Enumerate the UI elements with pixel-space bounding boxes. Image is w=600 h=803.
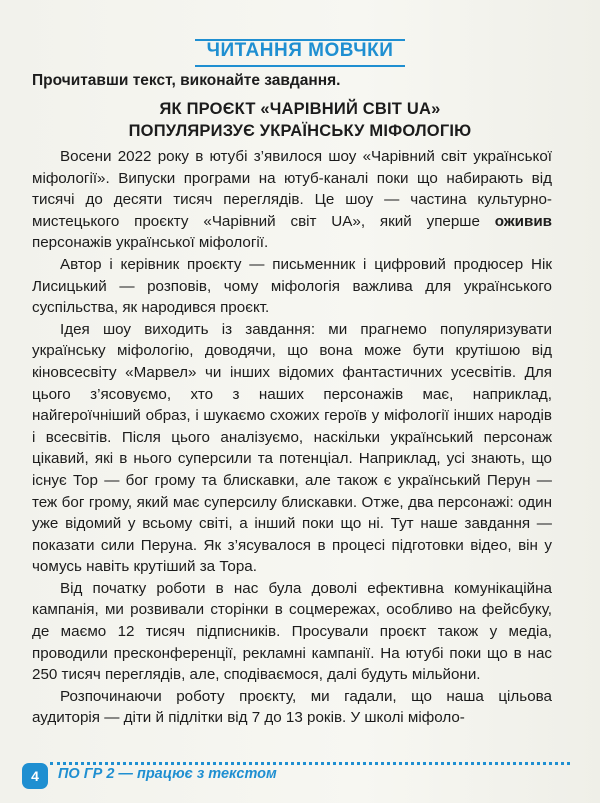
paragraph-1: Восени 2022 року в ютубі з’явилося шоу «Чарівний світ української міфології». Випуски програми на ютуб-каналі поки що набирають від тисячі до десяти тисяч переглядів. Це шоу — частина культурно-мистецького проєкту «Чарівний світ UA», який уперше оживив персонажів української міфології.: [32, 148, 552, 252]
emphasis-word: оживив: [494, 212, 552, 230]
paragraph-4: Від початку роботи в нас була доволі ефективна комунікаційна кампанія, ми розвивали сторінки в соцмережах, особливо на фейсбуку, де маємо 12 тисяч підписників. Просували проєкт також у медіа, проводили пресконференції, рекламні кампанії. На ютубі поки що в нас 250 тисяч переглядів, але, сподіваємося, далі будуть мільйони.: [32, 579, 552, 684]
paragraph-3: Ідея шоу виходить із завдання: ми прагнемо популяризувати українську міфологію, доводячи, що вона може бути крутішою від кіновсесвіту «Марвел» чи інших відомих фантастичних усесвітів. Для цього з’ясовуємо, хто з наших персонажів має, наприклад, найгероїчніший образ, і шукаємо схожих героїв у міфології інших народів і всесвітів. Після цього аналізуємо, наскільки український персонаж цікавий, які в нього суперсили та потенціал. Наприклад, усі знають, що існує Тор — бог грому та блискавки, але також є український Перун — теж бог грому, який має суперсилу блискавки. Отже, два персонажі: один уже відомий у всьому світі, а інший поки що ні. Тут наше завдання — показати сили Перуна. Як з’ясувалося в процесі підготовки відео, він у чомусь навіть крутіший за Тора.: [32, 320, 552, 576]
page-number-badge: 4: [22, 763, 48, 789]
paragraph-5: Розпочинаючи роботу проєкту, ми гадали, що наша цільова аудиторія — діти й підлітки від 7 до 13 років. У школі міфоло-: [32, 687, 552, 727]
task-instruction: Прочитавши текст, виконайте завдання.: [32, 72, 341, 89]
section-title: ЧИТАННЯ МОВЧКИ: [206, 40, 394, 61]
footer-dotted-rule: [50, 762, 570, 765]
footer-caption: ПО ГР 2 — працює з текстом: [58, 766, 277, 782]
article-title-line-1: ЯК ПРОЄКТ «ЧАРІВНИЙ СВІТ UA»: [159, 100, 441, 118]
article-title: [0, 98, 600, 142]
title-rule-bottom: [195, 65, 405, 67]
article-title-line-2: ПОПУЛЯРИЗУЄ УКРАЇНСЬКУ МІФОЛОГІЮ: [128, 122, 472, 140]
paragraph-2: Автор і керівник проєкту — письменник і цифровий продюсер Нік Лисицький — розповів, чому міфологія важлива для українського суспільства, як народився проєкт.: [32, 255, 552, 317]
article-body: [32, 146, 552, 729]
